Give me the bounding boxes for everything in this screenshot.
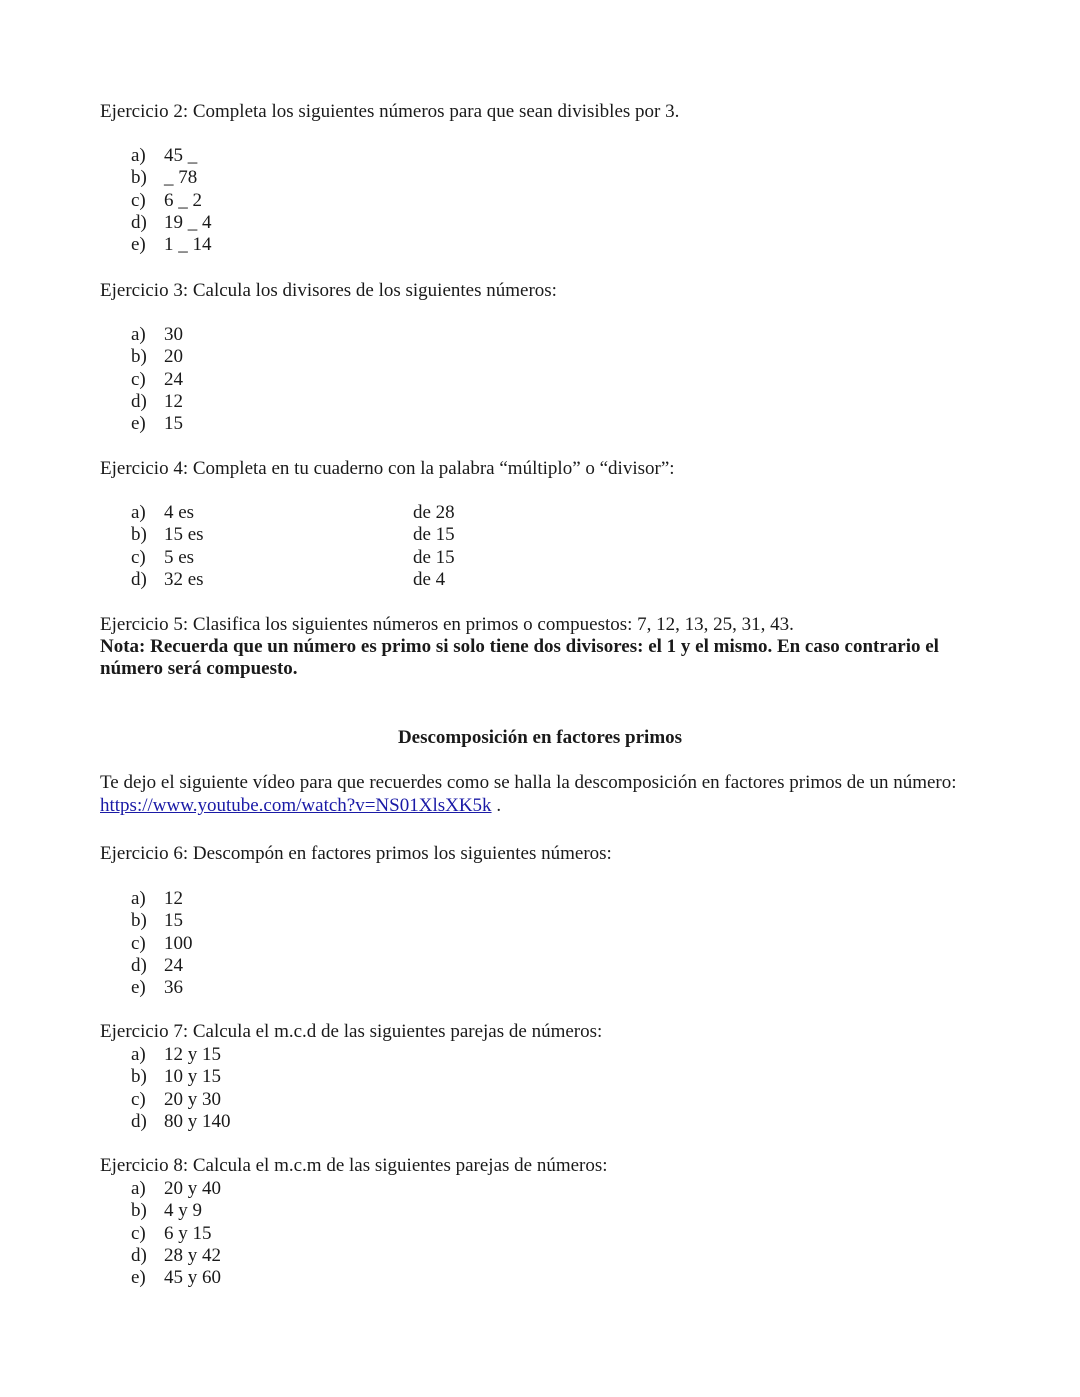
ex2-list	[131, 145, 212, 256]
list-item	[131, 1200, 221, 1222]
item-text: 15	[164, 413, 183, 435]
item-label: a)	[131, 1178, 146, 1199]
video-link-line	[100, 795, 501, 817]
list-item	[131, 524, 631, 546]
item-text: 45 y 60	[164, 1267, 221, 1289]
item-text: 12	[164, 888, 183, 909]
item-label: d)	[131, 954, 147, 976]
item-label: e)	[131, 977, 146, 999]
item-text: _ 78	[164, 167, 198, 189]
item-text: 100	[164, 932, 193, 954]
item-label: c)	[131, 368, 146, 390]
item-label: e)	[131, 1267, 146, 1289]
list-item	[131, 1178, 221, 1200]
item-label: b)	[131, 524, 147, 546]
item-right-text: de 4	[413, 568, 446, 590]
item-label: b)	[131, 167, 147, 189]
ex6-list	[131, 888, 193, 999]
item-label: c)	[131, 932, 146, 954]
list-item	[131, 1111, 231, 1133]
video-link-suffix: .	[491, 795, 502, 816]
ex8-title: Ejercicio 8: Calcula el m.c.m de las siguientes parejas de números:	[100, 1155, 608, 1176]
item-label: e)	[131, 413, 146, 435]
ex3-list	[131, 324, 183, 435]
list-item	[131, 955, 193, 977]
item-text: 12	[164, 390, 183, 412]
item-text: 4 es	[164, 502, 195, 523]
list-item	[131, 145, 212, 167]
item-label: c)	[131, 1222, 146, 1244]
item-label: a)	[131, 1044, 146, 1065]
list-item	[131, 1089, 231, 1111]
ex4-title: Ejercicio 4: Completa en tu cuaderno con la palabra “múltiplo” o “divisor”:	[100, 458, 675, 479]
ex6-title: Ejercicio 6: Descompón en factores primos los siguientes números:	[100, 843, 612, 864]
list-item	[131, 324, 183, 346]
list-item	[131, 234, 212, 256]
list-item	[131, 888, 193, 910]
item-text: 20 y 40	[164, 1178, 221, 1199]
list-item	[131, 1066, 231, 1088]
list-item	[131, 933, 193, 955]
item-text: 12 y 15	[164, 1044, 221, 1065]
item-label: d)	[131, 568, 147, 590]
list-item	[131, 346, 183, 368]
item-label: a)	[131, 324, 146, 345]
item-text: 1 _ 14	[164, 234, 212, 256]
item-text: 80 y 140	[164, 1110, 231, 1132]
ex5-note-line1: Nota: Recuerda que un número es primo si solo tiene dos divisores: el 1 y el mismo. En caso contrario el	[100, 636, 939, 657]
list-item	[131, 1044, 231, 1066]
video-link[interactable]: https://www.youtube.com/watch?v=NS01XlsXK5k	[100, 795, 492, 816]
item-label: e)	[131, 234, 146, 256]
item-label: a)	[131, 145, 146, 166]
item-label: d)	[131, 1110, 147, 1132]
item-text: 24	[164, 368, 183, 390]
item-label: c)	[131, 189, 146, 211]
item-label: c)	[131, 546, 146, 568]
item-label: b)	[131, 1066, 147, 1088]
item-right-text: de 15	[413, 524, 455, 546]
list-item	[131, 391, 183, 413]
list-item	[131, 190, 212, 212]
list-item	[131, 1267, 221, 1289]
item-right-text: de 28	[413, 502, 455, 523]
section-heading: Descomposición en factores primos	[397, 727, 683, 748]
item-text: 15	[164, 910, 183, 932]
item-label: a)	[131, 888, 146, 909]
item-text: 36	[164, 977, 183, 999]
list-item	[131, 369, 183, 391]
item-text: 45 _	[164, 145, 198, 166]
item-text: 10 y 15	[164, 1066, 221, 1088]
item-text: 20	[164, 346, 183, 368]
item-label: d)	[131, 1244, 147, 1266]
item-text: 20 y 30	[164, 1088, 221, 1110]
ex7-list	[131, 1044, 231, 1133]
list-item	[131, 1245, 221, 1267]
list-item	[131, 212, 212, 234]
list-item	[131, 547, 631, 569]
item-label: d)	[131, 211, 147, 233]
list-item	[131, 413, 183, 435]
ex7-title: Ejercicio 7: Calcula el m.c.d de las siguientes parejas de números:	[100, 1021, 603, 1042]
list-item	[131, 167, 212, 189]
item-text: 6 _ 2	[164, 189, 202, 211]
list-item	[131, 977, 193, 999]
ex5-note-line2: número será compuesto.	[100, 658, 298, 679]
item-text: 6 y 15	[164, 1222, 212, 1244]
section-intro: Te dejo el siguiente vídeo para que recuerdes como se halla la descomposición en factores primos de un número:	[100, 772, 957, 793]
ex3-title: Ejercicio 3: Calcula los divisores de los siguientes números:	[100, 280, 557, 301]
item-label: c)	[131, 1088, 146, 1110]
item-label: b)	[131, 910, 147, 932]
item-label: a)	[131, 502, 146, 523]
list-item	[131, 502, 631, 524]
item-text: 28 y 42	[164, 1244, 221, 1266]
ex4-list	[131, 502, 631, 591]
item-text: 24	[164, 954, 183, 976]
ex2-title: Ejercicio 2: Completa los siguientes números para que sean divisibles por 3.	[100, 101, 680, 122]
item-label: d)	[131, 390, 147, 412]
list-item	[131, 569, 631, 591]
item-label: b)	[131, 346, 147, 368]
item-label: b)	[131, 1200, 147, 1222]
item-text: 30	[164, 324, 183, 345]
item-right-text: de 15	[413, 546, 455, 568]
list-item	[131, 1223, 221, 1245]
item-text: 4 y 9	[164, 1200, 202, 1222]
item-text: 5 es	[164, 546, 195, 568]
ex5-title: Ejercicio 5: Clasifica los siguientes números en primos o compuestos: 7, 12, 13, 25, 31, 43.	[100, 614, 794, 635]
ex8-list	[131, 1178, 221, 1289]
item-text: 19 _ 4	[164, 211, 212, 233]
list-item	[131, 910, 193, 932]
item-text: 32 es	[164, 568, 204, 590]
item-text: 15 es	[164, 524, 204, 546]
